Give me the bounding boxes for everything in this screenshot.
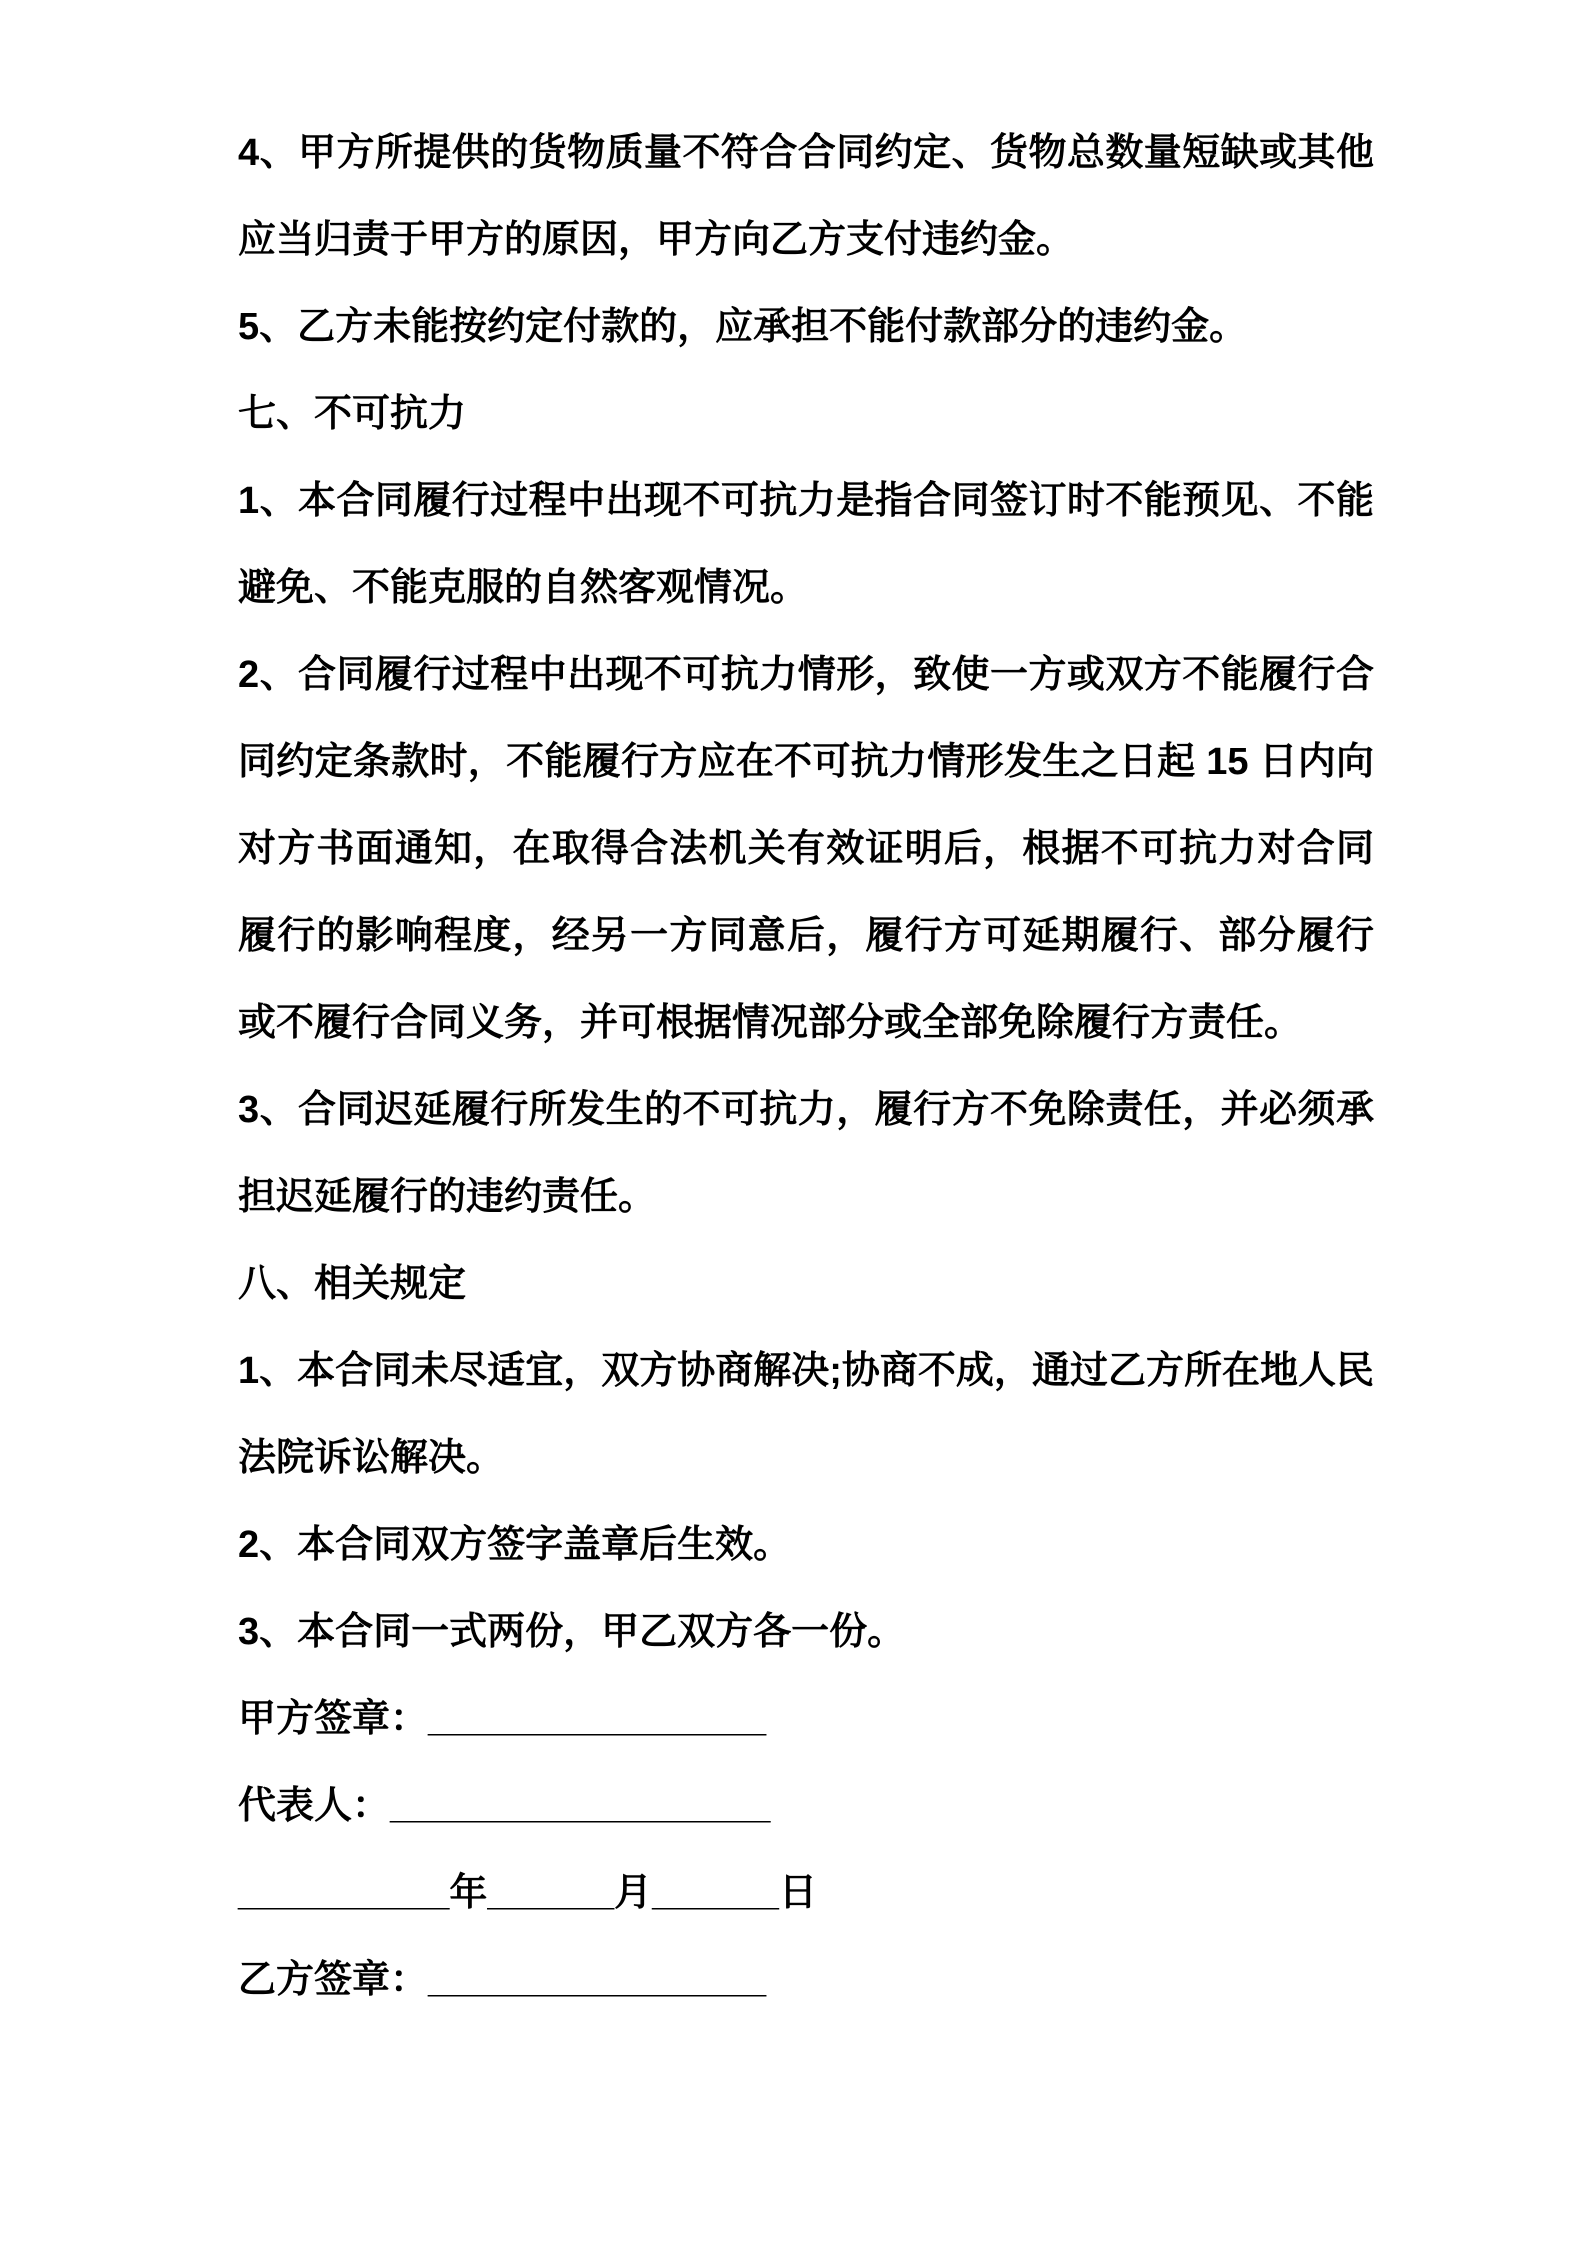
signature-party-a-seal-line: 甲方签章：________________: [238, 1698, 767, 1740]
heading-section-8-provisions: 八、相关规定: [238, 1263, 467, 1305]
paragraph-provisions-2: 2、本合同双方签字盖章后生效。: [238, 1524, 792, 1566]
paragraph-force-majeure-1: 1、本合同履行过程中出现不可抗力是指合同签订时不能预见、不能避免、不能克服的自然客观情况。: [238, 480, 1374, 609]
page-content: [238, 110, 1374, 2024]
paragraph-force-majeure-3: 3、合同迟延履行所发生的不可抗力，履行方不免除责任，并必须承担迟延履行的违约责任。: [238, 1089, 1374, 1218]
heading-section-7-force-majeure: 七、不可抗力: [238, 393, 467, 435]
paragraph-breach-clause-5: 5、乙方未能按约定付款的，应承担不能付款部分的违约金。: [238, 306, 1248, 348]
signature-date-line: __________年______月______日: [238, 1872, 817, 1914]
signature-party-b-seal-line: 乙方签章：________________: [238, 1959, 767, 2001]
paragraph-breach-clause-4: 4、甲方所提供的货物质量不符合合同约定、货物总数量短缺或其他应当归责于甲方的原因，甲方向乙方支付违约金。: [238, 132, 1374, 261]
paragraph-force-majeure-2: 2、合同履行过程中出现不可抗力情形，致使一方或双方不能履行合同约定条款时，不能履行方应在不可抗力情形发生之日起 15 日内向对方书面通知，在取得合法机关有效证明后，根据不可抗力对合同履行的影响程度，经另一方同意后，履行方可延期履行、部分履行或不履行合同义务，并可根据情况部分或全部免除履行方责任。: [238, 654, 1374, 1044]
paragraph-provisions-1: 1、本合同未尽适宜，双方协商解决;协商不成，通过乙方所在地人民法院诉讼解决。: [238, 1350, 1374, 1479]
paragraph-provisions-3: 3、本合同一式两份，甲乙双方各一份。: [238, 1611, 906, 1653]
signature-representative-line: 代表人：__________________: [238, 1785, 771, 1827]
